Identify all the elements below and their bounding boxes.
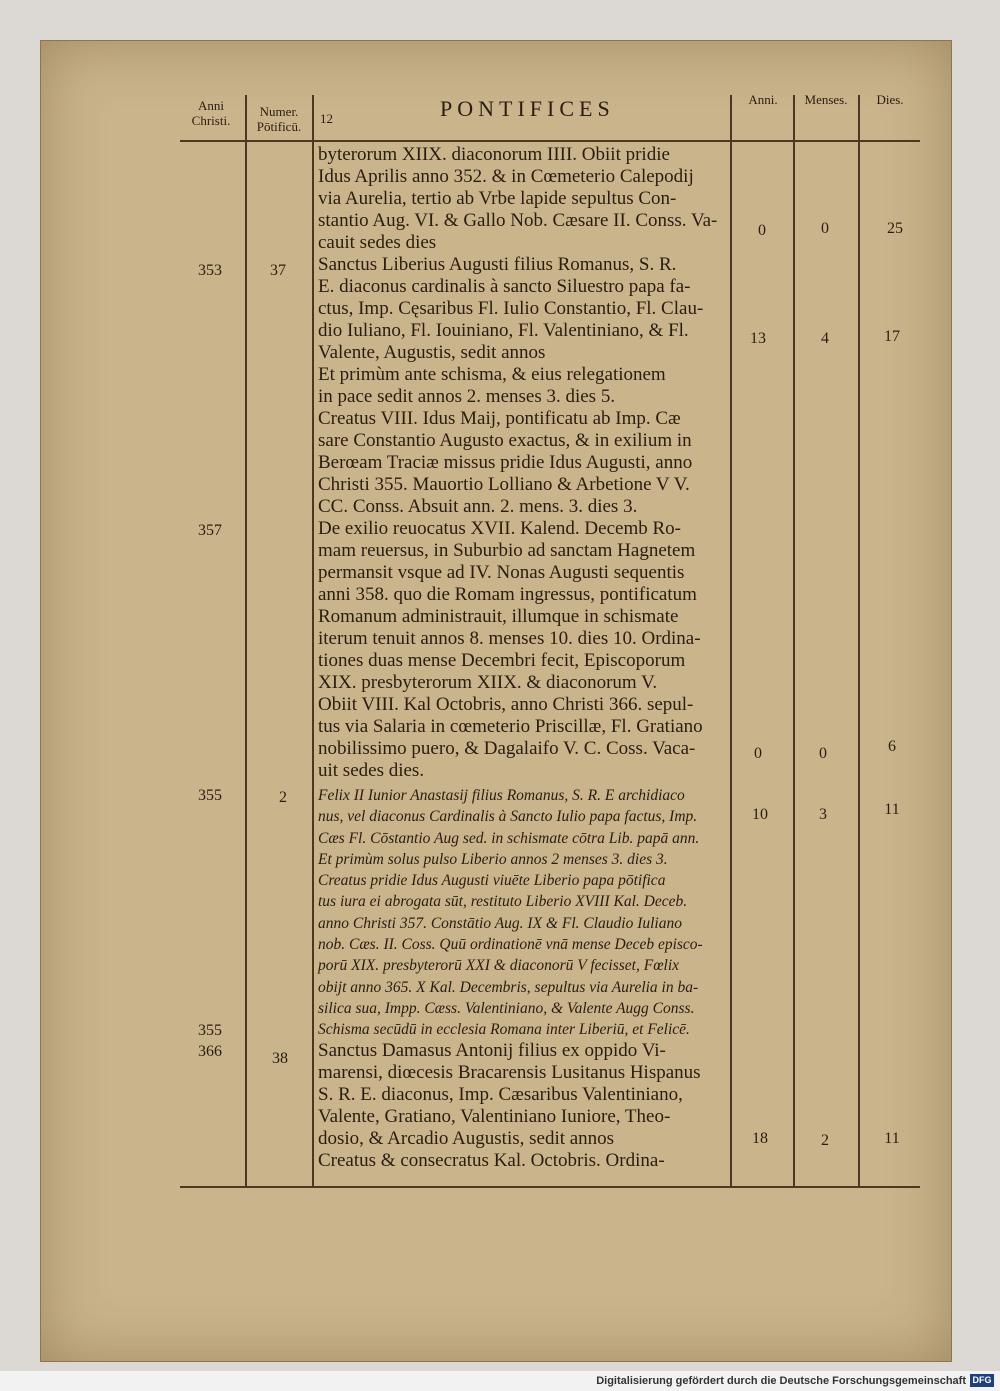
pontiff-number-38: 38 (272, 1050, 288, 1067)
column-rule-5 (858, 95, 860, 1187)
text-line: Christi 355. Mauortio Lolliano & Arbetione V V. (318, 474, 690, 495)
text-line: Creatus & consecratus Kal. Octobris. Ordina- (318, 1150, 665, 1171)
text-line: dio Iuliano, Fl. Iouiniano, Fl. Valentiniano, & Fl. (318, 320, 689, 341)
text-line: porū XIX. presbyterorū XXI & diaconorū V fecisset, Fœlix (318, 957, 680, 975)
text-line: via Aurelia, tertio ab Vrbe lapide sepultus Con- (318, 188, 677, 209)
pontiff-number-2: 2 (279, 789, 287, 806)
text-line: XIX. presbyterorum XIIX. & diaconorum V. (318, 672, 658, 693)
year-357: 357 (198, 522, 222, 539)
r3-menses: 0 (819, 745, 827, 762)
r2-anni: 13 (750, 330, 766, 347)
text-line: tus iura ei abrogata sūt, restituto Liberio XVIII Kal. Deceb. (318, 893, 688, 911)
text-line: E. diaconus cardinalis à sancto Siluestro papa fa- (318, 276, 691, 297)
r3-dies: 6 (888, 738, 896, 755)
main-text (318, 144, 728, 782)
r3-anni: 0 (754, 745, 762, 762)
r4-anni: 10 (752, 806, 768, 823)
text-line: anni 358. quo die Romam ingressus, pontificatum (318, 584, 697, 605)
year-353: 353 (198, 262, 222, 279)
r4-dies: 11 (884, 801, 900, 818)
text-line: Et primùm ante schisma, & eius relegationem (318, 364, 666, 385)
header-rule (180, 140, 920, 142)
text-line: uit sedes dies. (318, 760, 425, 781)
header-anni-christi: Anni Christi. (191, 98, 231, 128)
text-line: tiones duas mense Decembri fecit, Episcoporum (318, 650, 686, 671)
text-line: Felix II Iunior Anastasij filius Romanus, S. R. E archidiaco (318, 787, 685, 804)
text-line: permansit vsque ad IV. Nonas Augusti sequentis (318, 562, 685, 583)
header-dies: Dies. (876, 92, 904, 107)
year-355: 355 (198, 787, 222, 804)
text-line: silica sua, Impp. Cæss. Valentiniano, & Valente Augg Conss. (318, 999, 695, 1017)
r5-dies: 11 (884, 1130, 900, 1147)
text-line: nus, vel diaconus Cardinalis à Sancto Iulio papa factus, Imp. (318, 808, 698, 826)
text-line: anno Christi 357. Constātio Aug. IX & Fl. Claudio Iuliano (318, 914, 682, 932)
italic-text (318, 785, 728, 1041)
text-line: CC. Conss. Absuit ann. 2. mens. 3. dies 3. (318, 496, 638, 517)
text-line: ctus, Imp. Cęsaribus Fl. Iulio Constantio, Fl. Clau- (318, 298, 704, 319)
text-line: marensi, diœcesis Bracarensis Lusitanus Hispanus (318, 1062, 701, 1083)
text-line: Idus Aprilis anno 352. & in Cœmeterio Calepodij (318, 166, 694, 187)
text-line: Sanctus Liberius Augusti filius Romanus, S. R. (318, 254, 677, 275)
text-line: Creatus pridie Idus Augusti viuēte Liberio papa pōtifica (318, 872, 666, 890)
text-line: cauit sedes dies (318, 232, 437, 253)
page-title: PONTIFICES (440, 96, 615, 121)
text-line: S. R. E. diaconus, Imp. Cæsaribus Valentiniano, (318, 1084, 683, 1105)
header-menses: Menses. (804, 92, 848, 107)
text-line: sare Constantio Augusto exactus, & in exilium in (318, 430, 692, 451)
text-line: dosio, & Arcadio Augustis, sedit annos (318, 1128, 615, 1149)
text-line: tus via Salaria in cœmeterio Priscillæ, Fl. Gratiano (318, 716, 703, 737)
r1-dies: 25 (887, 220, 903, 237)
year-355b: 355 (198, 1022, 222, 1039)
text-line: Obiit VIII. Kal Octobris, anno Christi 366. sepul- (318, 694, 694, 715)
header-anni: Anni. (748, 92, 778, 107)
text-line: Valente, Augustis, sedit annos (318, 342, 546, 363)
text-line: nob. Cæs. II. Coss. Quū ordinationē vnā mense Deceb episco- (318, 936, 703, 954)
text-line: obijt anno 365. X Kal. Decembris, sepultus via Aurelia in ba- (318, 978, 699, 996)
text-line: mam reuersus, in Suburbio ad sanctam Hagnetem (318, 540, 696, 561)
text-line: byterorum XIIX. diaconorum IIII. Obiit pridie (318, 144, 670, 165)
r1-anni: 0 (758, 222, 766, 239)
column-rule-1 (245, 95, 247, 1187)
r2-menses: 4 (821, 330, 829, 347)
text-line: Valente, Gratiano, Valentiniano Iuniore, Theo- (318, 1106, 671, 1127)
text-line: Et primùm solus pulso Liberio annos 2 menses 3. dies 3. (318, 850, 668, 868)
r2-dies: 17 (884, 328, 900, 345)
text-line: Cæs Fl. Cōstantio Aug sed. in schismate cōtra Lib. papā ann. (318, 829, 700, 847)
footer-bar (0, 1371, 1000, 1391)
text-line: Creatus VIII. Idus Maij, pontificatu ab Imp. Cæ (318, 408, 681, 429)
text-line: nobilissimo puero, & Dagalaifo V. C. Coss. Vaca- (318, 738, 696, 759)
dfg-logo: DFG (970, 1374, 994, 1387)
text-line: Sanctus Damasus Antonij filius ex oppido Vi- (318, 1040, 666, 1061)
r1-menses: 0 (821, 220, 829, 237)
text-line: Berœam Traciæ missus pridie Idus Augusti, anno (318, 452, 693, 473)
text-line: stantio Aug. VI. & Gallo Nob. Cæsare II. Conss. Va- (318, 210, 718, 231)
bottom-rule (180, 1186, 920, 1188)
header-numerus: Numer. Pōtificū. (256, 104, 302, 134)
text-line: in pace sedit annos 2. menses 3. dies 5. (318, 386, 616, 407)
year-366: 366 (198, 1043, 222, 1060)
text-line: Schisma secūdū in ecclesia Romana inter Liberiū, et Felicē. (318, 1021, 690, 1039)
r5-menses: 2 (821, 1132, 829, 1149)
column-rule-4 (793, 95, 795, 1187)
column-rule-3 (730, 95, 732, 1187)
final-text (318, 1040, 728, 1172)
text-line: iterum tenuit annos 8. menses 10. dies 10. Ordina- (318, 628, 701, 649)
page-number: 12 (320, 111, 333, 126)
text-line: De exilio reuocatus XVII. Kalend. Decemb Ro- (318, 518, 681, 539)
footer-credit: Digitalisierung gefördert durch die Deutsche Forschungsgemeinschaft (596, 1375, 966, 1387)
text-line: Romanum administrauit, illumque in schismate (318, 606, 679, 627)
r4-menses: 3 (819, 806, 827, 823)
column-rule-2 (312, 95, 314, 1187)
pontiff-number-37: 37 (270, 262, 286, 279)
r5-anni: 18 (752, 1130, 768, 1147)
